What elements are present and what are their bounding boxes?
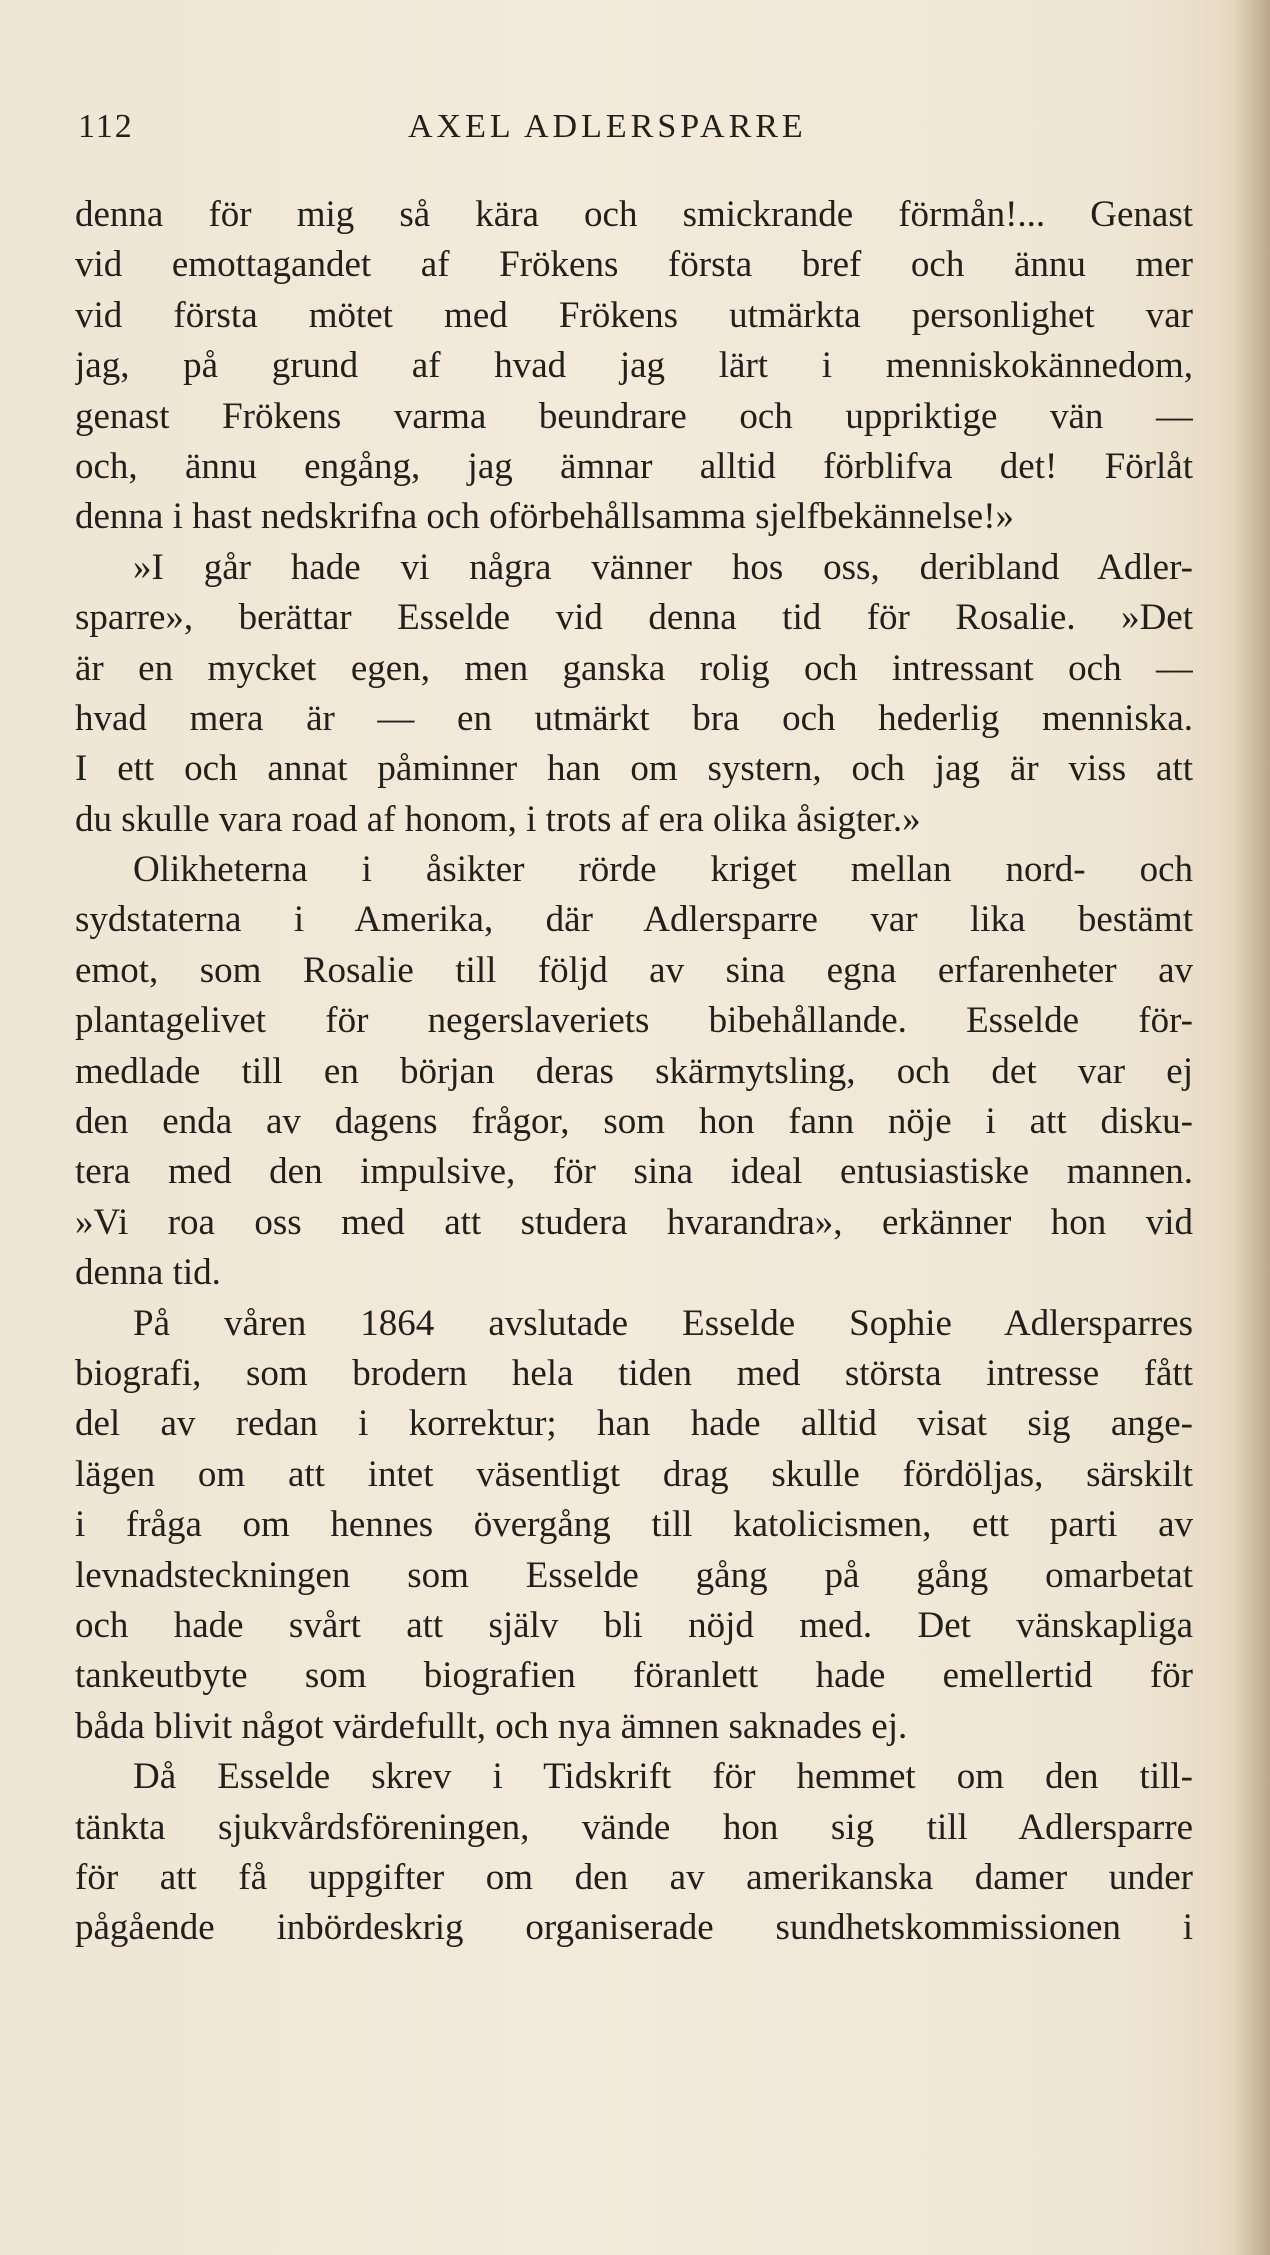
- text-line: för att få uppgifter om den av amerikanska damer under: [75, 1856, 1193, 1898]
- page-edge-shadow: [1234, 0, 1270, 2255]
- text-line: genast Frökens varma beundrare och uppriktige vän —: [75, 395, 1193, 437]
- text-line: hvad mera är — en utmärkt bra och hederlig menniska.: [75, 697, 1193, 739]
- text-line: biografi, som brodern hela tiden med största intresse fått: [75, 1352, 1193, 1394]
- text-line: vid första mötet med Frökens utmärkta personlighet var: [75, 294, 1193, 336]
- page-header: [78, 108, 1198, 152]
- text-line: jag, på grund af hvad jag lärt i menniskokännedom,: [75, 345, 1193, 387]
- text-line: och hade svårt att själv bli nöjd med. Det vänskapliga: [75, 1604, 1193, 1646]
- text-line: sydstaterna i Amerika, där Adlersparre var lika bestämt: [75, 899, 1193, 941]
- text-line: Olikheterna i åsikter rörde kriget mellan nord- och: [133, 849, 1193, 891]
- running-head: AXEL ADLERSPARRE: [408, 108, 807, 145]
- text-line: den enda av dagens frågor, som hon fann nöje i att disku-: [75, 1101, 1193, 1143]
- text-line: Då Esselde skrev i Tidskrift för hemmet om den till-: [133, 1756, 1193, 1798]
- text-line: är en mycket egen, men ganska rolig och intressant och —: [75, 647, 1193, 689]
- text-line: lägen om att intet väsentligt drag skulle fördöljas, särskilt: [75, 1453, 1193, 1495]
- text-line: plantagelivet för negerslaveriets bibehållande. Esselde för-: [75, 1000, 1193, 1042]
- text-line: båda blivit något värdefullt, och nya ämnen saknades ej.: [75, 1705, 908, 1747]
- page-number: 112: [78, 108, 134, 145]
- text-line: I ett och annat påminner han om systern, och jag är viss att: [75, 748, 1193, 790]
- text-line: sparre», berättar Esselde vid denna tid för Rosalie. »Det: [75, 597, 1193, 639]
- text-line: levnadsteckningen som Esselde gång på gång omarbetat: [75, 1554, 1193, 1596]
- text-line: denna för mig så kära och smickrande förmån!... Genast: [75, 194, 1193, 235]
- text-line: och, ännu engång, jag ämnar alltid förblifva det! Förlåt: [75, 445, 1193, 487]
- body-text: [75, 190, 1193, 1954]
- text-line: i fråga om hennes övergång till katolicismen, ett parti av: [75, 1504, 1193, 1546]
- text-line: du skulle vara road af honom, i trots af era olika åsigter.»: [75, 798, 921, 840]
- text-line: medlade till en början deras skärmytsling, och det var ej: [75, 1050, 1193, 1092]
- text-line: del av redan i korrektur; han hade alltid visat sig ange-: [75, 1403, 1193, 1445]
- text-line: tera med den impulsive, för sina ideal entusiastiske mannen.: [75, 1151, 1193, 1193]
- text-line: tankeutbyte som biografien föranlett hade emellertid för: [75, 1655, 1193, 1697]
- text-line: vid emottagandet af Frökens första bref och ännu mer: [75, 244, 1193, 286]
- text-line: emot, som Rosalie till följd av sina egna erfarenheter av: [75, 949, 1193, 991]
- text-line: tänkta sjukvårdsföreningen, vände hon sig till Adlersparre: [75, 1806, 1193, 1848]
- text-line: »I går hade vi några vänner hos oss, deribland Adler-: [133, 546, 1193, 588]
- text-line: pågående inbördeskrig organiserade sundhetskommissionen i: [75, 1907, 1193, 1949]
- text-line: denna i hast nedskrifna och oförbehållsamma sjelfbekännelse!»: [75, 496, 1015, 538]
- text-line: På våren 1864 avslutade Esselde Sophie Adlersparres: [133, 1302, 1193, 1344]
- text-line: denna tid.: [75, 1252, 221, 1294]
- text-line: »Vi roa oss med att studera hvarandra», erkänner hon vid: [75, 1201, 1193, 1243]
